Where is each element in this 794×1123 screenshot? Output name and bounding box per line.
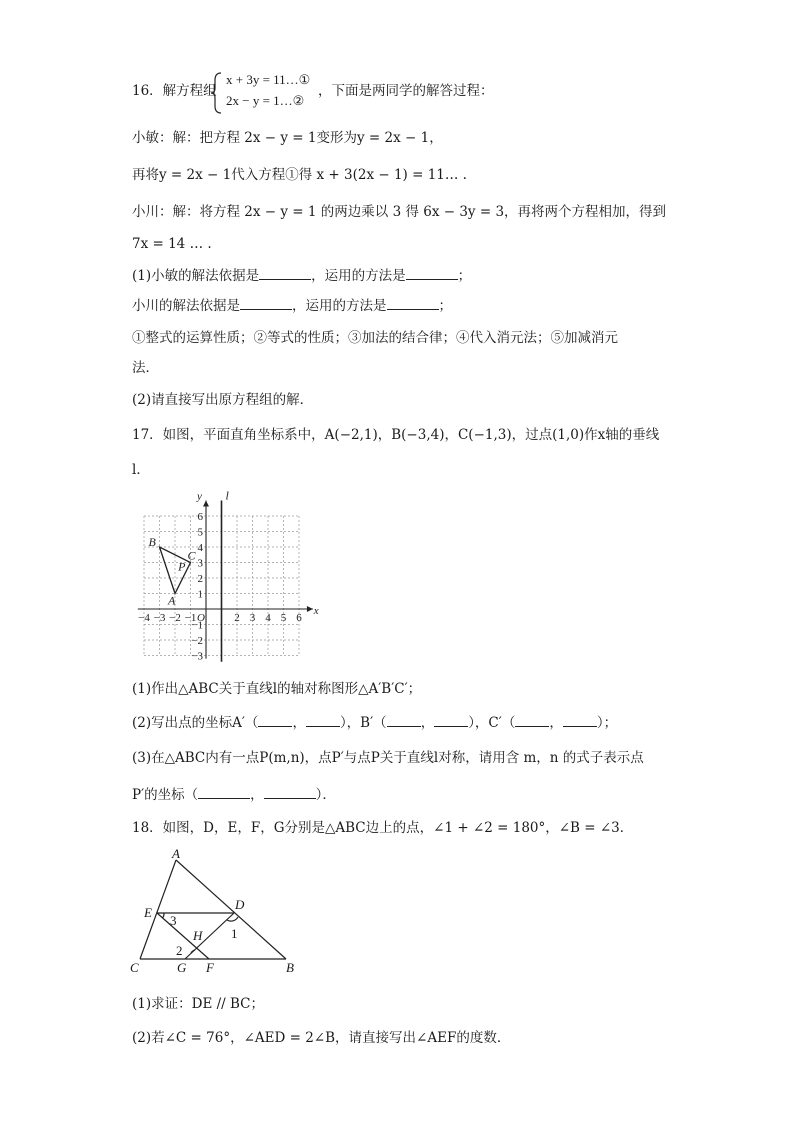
point-label-b: B xyxy=(148,535,156,549)
y-tick-label: 5 xyxy=(197,526,203,539)
x-tick-label: 2 xyxy=(234,612,240,624)
q17-part3-line2 xyxy=(132,785,336,805)
part1-label-c2: ； xyxy=(438,298,452,314)
figure-label-h: H xyxy=(193,928,203,943)
comma: ， xyxy=(549,715,563,731)
q17-part2 xyxy=(132,713,617,733)
xiaomin-line-2: 再将y = 2x − 1代入方程①得 x + 3(2x − 1) = 11… . xyxy=(132,167,467,183)
q16-options-1: ①整式的运算性质；②等式的性质；③加法的结合律；④代入消元法；⑤加减消元 xyxy=(132,330,618,346)
figure-label-d: D xyxy=(235,897,245,912)
y-tick-label: −1 xyxy=(191,619,203,632)
angle-3-arc xyxy=(163,913,165,918)
q18-part2: (2)若∠C = 76°，∠AED = 2∠B，请直接写出∠AEF的度数． xyxy=(132,1030,511,1046)
equation-2: 2x − y = 1…② xyxy=(226,93,305,108)
answer-blank[interactable] xyxy=(306,713,340,727)
x-axis-label: x xyxy=(313,605,319,617)
part1-label-b2: ，运用的方法是 xyxy=(292,298,387,314)
figure-label-f: F xyxy=(206,960,214,975)
part2-label-c: ），C′（ xyxy=(468,715,516,731)
part2-label-b: ），B′（ xyxy=(339,715,387,731)
comma: ， xyxy=(250,787,264,803)
figure-label-e: E xyxy=(144,905,152,920)
q16-part1-line1 xyxy=(132,266,471,286)
x-axis-arrow xyxy=(307,606,313,612)
part1-label-a: (1)小敏的解法依据是 xyxy=(132,268,260,284)
y-axis-label: y xyxy=(197,490,202,503)
figure-label-1: 1 xyxy=(231,926,238,941)
y-tick-label: 1 xyxy=(197,588,203,601)
answer-blank[interactable] xyxy=(264,785,316,799)
y-tick-label: −2 xyxy=(191,635,203,647)
xiaochuan-line-1: 小川：解：将方程 2x − y = 1 的两边乘以 3 得 6x − 3y = 3，再将两个方程相加，得到 xyxy=(132,204,667,220)
q16-intro: 16．解方程组 xyxy=(132,83,217,99)
answer-blank[interactable] xyxy=(515,713,549,727)
left-brace xyxy=(210,72,224,114)
triangle-figure xyxy=(126,846,302,978)
angle-2-arc xyxy=(191,950,195,953)
answer-blank[interactable] xyxy=(387,713,421,727)
y-tick-label: 6 xyxy=(197,511,203,523)
line-l-label: l xyxy=(225,490,229,503)
x-tick-label: 3 xyxy=(249,612,256,624)
y-axis-arrow xyxy=(203,501,209,507)
comma: ， xyxy=(292,715,306,731)
q17-part1: (1)作出△ABC关于直线l的轴对称图形△A′B′C′； xyxy=(132,681,422,697)
q18-part1: (1)求证：DE // BC； xyxy=(132,996,264,1012)
part1-label-d: 小川的解法依据是 xyxy=(132,298,240,314)
figure-label-b: B xyxy=(286,960,294,975)
equation-1: x + 3y = 11…① xyxy=(226,72,311,87)
answer-blank[interactable] xyxy=(198,785,250,799)
answer-blank[interactable] xyxy=(240,296,292,310)
answer-blank[interactable] xyxy=(563,713,597,727)
q18-line1: 18．如图，D，E，F，G分别是△ABC边上的点，∠1 + ∠2 = 180°，∠B = ∠3． xyxy=(132,820,634,836)
y-tick-label: 2 xyxy=(197,573,203,585)
x-tick-label: O xyxy=(197,612,205,624)
q16-options-2: 法． xyxy=(132,360,159,376)
answer-blank[interactable] xyxy=(387,296,439,310)
comma: ， xyxy=(420,715,435,731)
coordinate-grid-figure xyxy=(128,490,334,672)
answer-blank[interactable] xyxy=(259,266,311,280)
part3-label-c: ）． xyxy=(315,787,336,803)
answer-blank[interactable] xyxy=(258,713,292,727)
answer-blank[interactable] xyxy=(434,713,468,727)
part3-label-b: P′的坐标（ xyxy=(132,787,199,803)
x-tick-label: −4 xyxy=(138,612,150,624)
figure-label-c: C xyxy=(130,960,139,975)
figure-label-3: 3 xyxy=(170,913,177,928)
part1-label-c: ； xyxy=(457,268,472,284)
figure-label-a: A xyxy=(172,846,180,861)
q16-intro-tail: ，下面是两同学的解答过程： xyxy=(318,83,494,99)
q17-line1: 17．如图，平面直角坐标系中，A(−2,1)，B(−3,4)，C(−1,3)，过点(1,0)作x轴的垂线 xyxy=(132,427,660,443)
q17-line2: l． xyxy=(132,462,150,478)
figure-label-2: 2 xyxy=(176,943,183,958)
point-label-a: A xyxy=(168,593,176,608)
x-tick-label: 4 xyxy=(265,612,271,624)
q16-part2: (2)请直接写出原方程组的解． xyxy=(132,392,314,408)
point-label-p: P xyxy=(178,559,186,574)
y-tick-label: −3 xyxy=(191,650,203,663)
y-tick-label: 4 xyxy=(197,542,203,554)
x-tick-label: −3 xyxy=(153,612,166,624)
xiaochuan-line-2: 7x = 14 … . xyxy=(132,236,212,252)
x-tick-label: −1 xyxy=(184,612,197,624)
part1-label-b: ，运用的方法是 xyxy=(311,268,406,284)
y-tick-label: 3 xyxy=(197,557,203,570)
xiaomin-line-1: 小敏：解：把方程 2x − y = 1变形为y = 2x − 1， xyxy=(132,130,443,146)
x-tick-label: 6 xyxy=(296,612,302,624)
q16-part1-line2 xyxy=(132,296,452,316)
part2-label-d: ）； xyxy=(596,715,618,731)
x-tick-label: −2 xyxy=(169,612,181,624)
part2-label-a: (2)写出点的坐标A′（ xyxy=(132,715,259,731)
answer-blank[interactable] xyxy=(406,266,458,280)
point-label-c: C xyxy=(187,548,196,563)
x-tick-label: 5 xyxy=(280,612,287,624)
figure-label-g: G xyxy=(177,960,187,975)
q17-part3-line1: (3)在△ABC内有一点P(m,n)，点P′与点P关于直线l对称，请用含 m，n 的式子表示点 xyxy=(132,750,644,766)
